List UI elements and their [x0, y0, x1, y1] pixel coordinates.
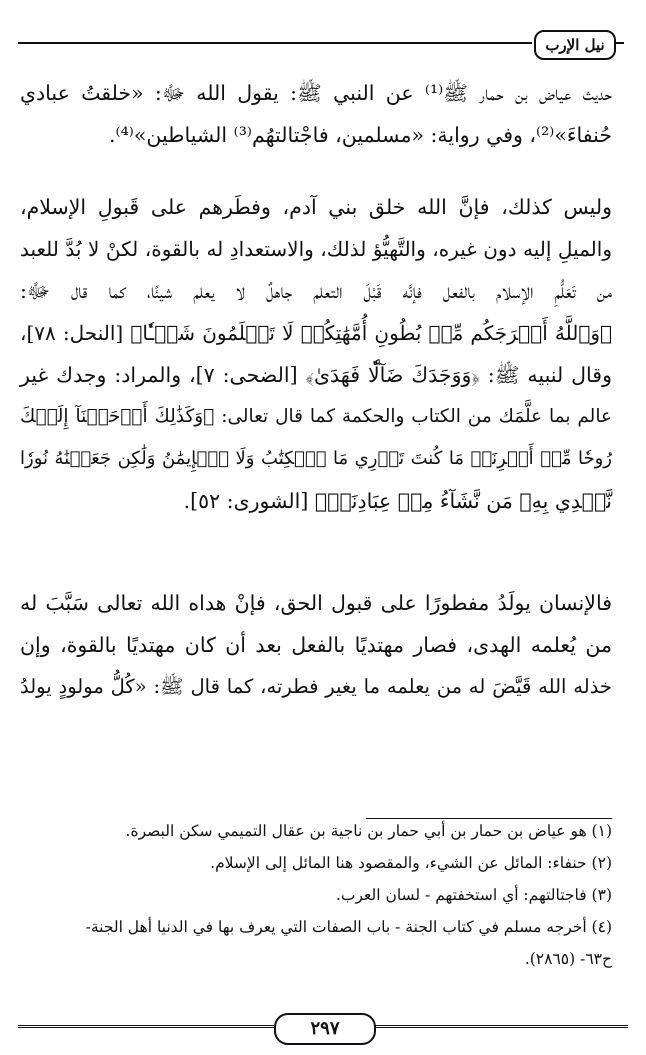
footnote-3: (٣) فاجتالتهم: أي استخفتهم - لسان العرب.	[335, 886, 612, 904]
text-line: من يُعلمه الهدى، فصار مهتديًا بالفعل بعد أن كان مهتديًا بالقوة، وإن	[20, 633, 612, 657]
text-line: من تَعَلُّمِ الإسلام بالفعل فإنَّه قَبْلَ التعلم جاهلٌ لا يعلم شيئًا، كما قال ﷻ:	[20, 279, 612, 303]
text-line: حُنفاءَ»⁽²⁾، وفي رواية: «مسلمين، فاجْتالتهُم⁽³⁾ الشياطين»⁽⁴⁾.	[109, 123, 612, 147]
text-line: والميلِ إليه دون غيره، والتَّهيُّؤ لذلك، والاستعدادِ له بالقوة، لكنْ لا بُدَّ للعبد	[20, 237, 612, 261]
paragraph-3	[20, 582, 612, 708]
paragraph-2	[20, 186, 612, 522]
quran-verse-line: ﴿وَٱللَّهُ أَخۡرَجَكُم مِّنۢ بُطُونِ أُمَّهَٰتِكُمۡ لَا تَعۡلَمُونَ شَيۡـٔٗا﴾ [النحل: ٧٨]،	[20, 321, 612, 345]
text-line: فالإنسان يولَدُ مفطورًا على قبول الحق، فإنْ هداه الله تعالى سَبَّبَ له	[20, 591, 612, 615]
footnote-4-continued: ح٦٣- (٢٨٦٥).	[524, 950, 612, 968]
paragraph-1	[20, 72, 612, 156]
text-line: وليس كذلك، فإنَّ الله خلق بني آدم، وفطَرهم على قَبولِ الإسلام،	[20, 195, 612, 219]
footnote-4: (٤) أخرجه مسلم في كتاب الجنة - باب الصفات التي يعرف بها في الدنيا أهل الجنة-	[85, 918, 612, 936]
quran-verse-line: نَّهۡدِي بِهِۦ مَن نَّشَآءُ مِنۡ عِبَادِنَاۚ﴾ [الشورى: ٥٢].	[183, 489, 612, 513]
text-line: عالم بما علَّمَك من الكتاب والحكمة كما قال تعالى: ﴿وَكَذَٰلِكَ أَوۡحَيۡنَآ إِلَيۡكَ	[20, 406, 612, 427]
text-line: خذله الله قَيَّضَ له من يعلمه ما يغير فطرته، كما قال ﷺ: «كُلُّ مولودٍ يولدُ	[20, 675, 612, 698]
footer-rule-right	[372, 1025, 628, 1028]
quran-verse-line: رُوحٗا مِّنۡ أَمۡرِنَاۚ مَا كُنتَ تَدۡرِي مَا ٱلۡكِتَٰبُ وَلَا ٱلۡإِيمَٰنُ وَلَٰكِن جَعَلۡنَٰهُ نُورٗا	[20, 448, 612, 469]
footnote-2: (٢) حنفاء: المائل عن الشيء، والمقصود هنا المائل إلى الإسلام.	[210, 854, 612, 872]
running-head-title: نيل الإرب	[534, 30, 616, 60]
text-line: وقال لنبيه ﷺ: ﴿وَوَجَدَكَ ضَآلّٗا فَهَدَىٰ﴾ [الضحى: ٧]، والمراد: وجدك غير	[20, 363, 612, 387]
footnote-1: (١) هو عياض بن حمار بن أبي حمار بن ناجية بن عقال التميمي سكن البصرة.	[125, 822, 612, 840]
text-line: حديث عياض بن حمار ﷺ⁽¹⁾ عن النبي ﷺ: يقول الله ﷻ: «خلقتُ عبادي	[20, 81, 612, 105]
header-rule	[18, 42, 532, 44]
page-number: ٢٩٧	[274, 1013, 376, 1045]
footer-rule-left	[18, 1025, 274, 1028]
